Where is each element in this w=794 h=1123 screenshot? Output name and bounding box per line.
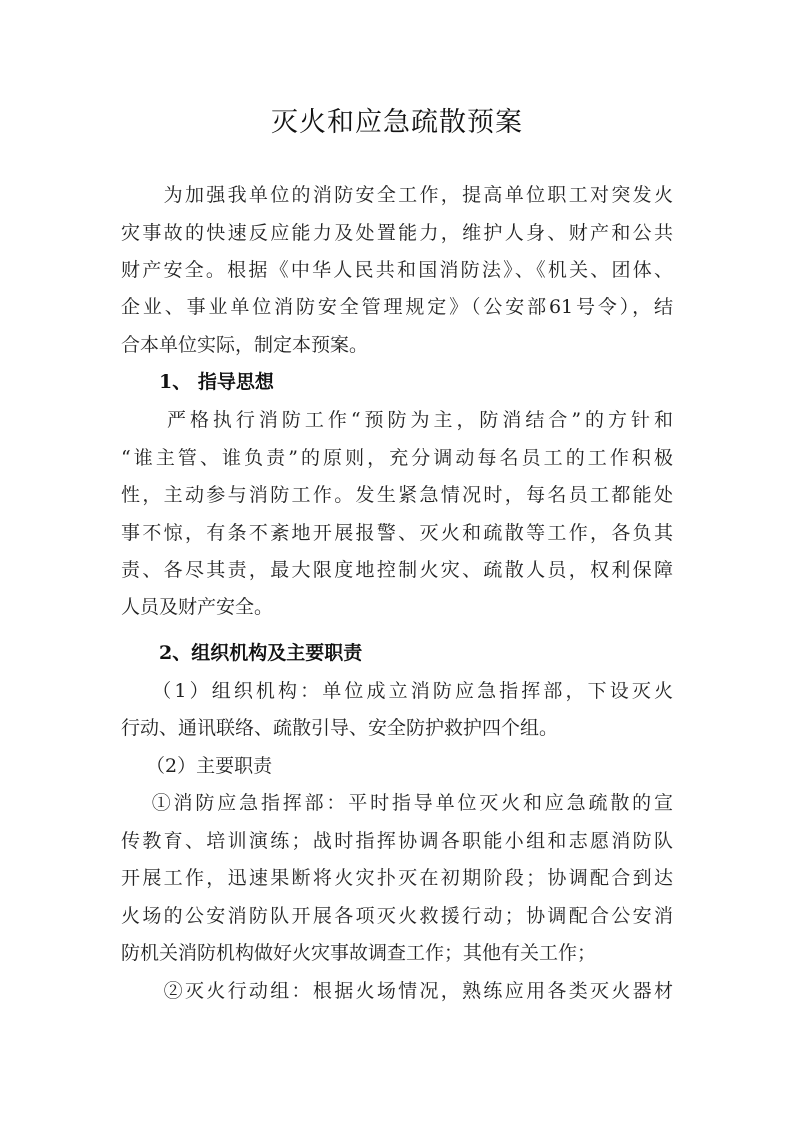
paragraph-line: 传教育、培训演练；战时指挥协调各职能小组和志愿消防队	[121, 830, 673, 852]
paragraph-line: 财产安全。根据《中华人民共和国消防法》、《机关、团体、	[121, 259, 673, 281]
paragraph-line: 事不惊，有条不紊地开展报警、灭火和疏散等工作，各负其	[121, 522, 673, 544]
paragraph-line: 防机关消防机构做好火灾事故调查工作；其他有关工作；	[121, 942, 597, 964]
paragraph-line: 火场的公安消防队开展各项灭火救援行动；协调配合公安消	[121, 905, 673, 927]
paragraph-line: ②灭火行动组：根据火场情况，熟练应用各类灭火器材	[121, 980, 673, 1002]
paragraph-line: 行动、通讯联络、疏散引导、安全防护救护四个组。	[121, 717, 559, 739]
paragraph-line: 企业、事业单位消防安全管理规定》（公安部61号令），结	[121, 296, 673, 318]
paragraph-line: （1）组织机构：单位成立消防应急指挥部，下设灭火	[121, 680, 673, 702]
paragraph-line: 合本单位实际，制定本预案。	[121, 334, 369, 356]
paragraph-line: 严格执行消防工作“预防为主，防消结合”的方针和	[121, 409, 673, 431]
paragraph-line: 灾事故的快速反应能力及处置能力，维护人身、财产和公共	[121, 222, 673, 244]
section-heading: 1、 指导思想	[121, 371, 274, 393]
paragraph-line: “谁主管、谁负责”的原则，充分调动每名员工的工作积极	[121, 447, 673, 469]
paragraph-line: 责、各尽其责，最大限度地控制火灾、疏散人员，权利保障	[121, 559, 673, 581]
paragraph-line: 性，主动参与消防工作。发生紧急情况时，每名员工都能处	[121, 484, 673, 506]
paragraph-line: 开展工作，迅速果断将火灾扑灭在初期阶段；协调配合到达	[121, 867, 673, 889]
paragraph-line: （2）主要职责	[121, 755, 273, 777]
section-heading: 2、组织机构及主要职责	[121, 642, 363, 664]
paragraph-line: 为加强我单位的消防安全工作，提高单位职工对突发火	[121, 184, 673, 206]
document-title: 灭火和应急疏散预案	[271, 107, 523, 138]
paragraph-line: 人员及财产安全。	[121, 596, 274, 618]
paragraph-line: ①消防应急指挥部：平时指导单位灭火和应急疏散的宣	[121, 792, 673, 814]
